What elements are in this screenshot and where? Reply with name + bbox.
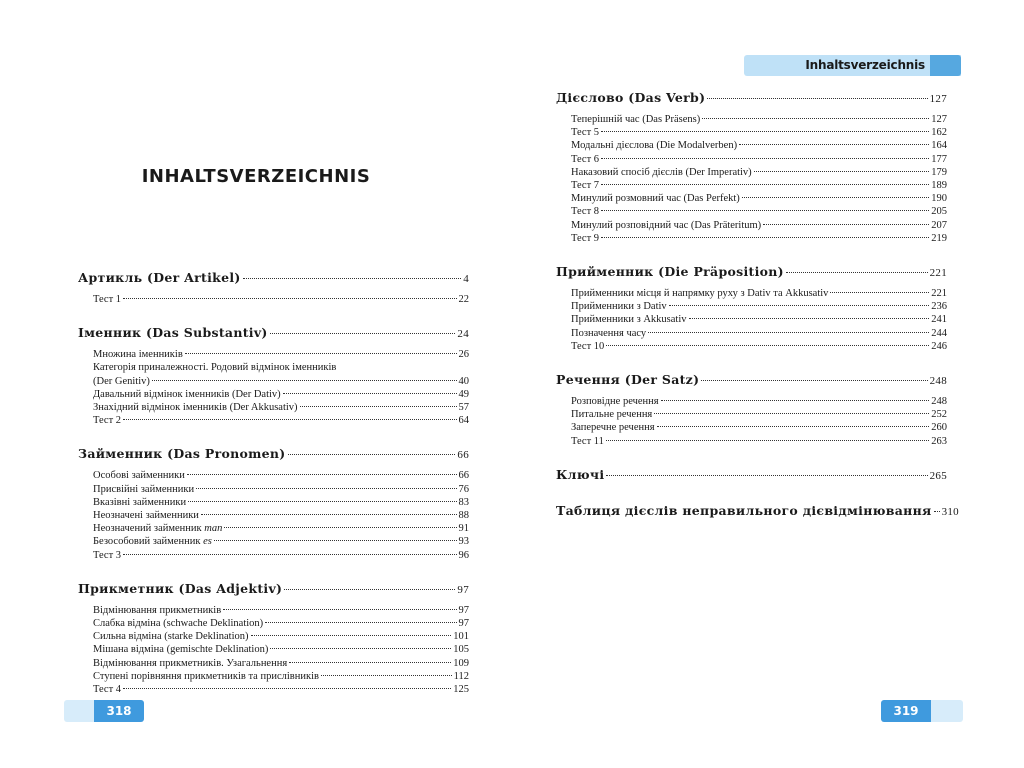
toc-leader-dots — [739, 144, 929, 145]
toc-sub-title: Давальний відмінок іменників (Der Dativ) — [93, 388, 281, 400]
toc-leader-dots — [830, 292, 929, 293]
toc-sub-title: Неозначений займенник — [93, 523, 202, 535]
toc-sub-entry[interactable] — [78, 683, 469, 696]
toc-chapter-title: Таблиця дієслів неправильного дієвідмінювання — [556, 502, 932, 518]
page-title: INHALTSVERZEICHNIS — [141, 166, 371, 187]
toc-leader-dots — [606, 475, 927, 476]
toc-sub-entry[interactable] — [556, 205, 947, 218]
toc-leader-dots — [123, 688, 451, 689]
toc-sub-page: 248 — [931, 396, 947, 408]
toc-sub-title: Категорія приналежності. Родовий відмінок іменників — [93, 362, 337, 374]
toc-leader-dots — [123, 419, 456, 420]
toc-chapter-title: Ключі — [556, 466, 605, 482]
toc-leader-dots — [601, 184, 929, 185]
toc-sub-entry[interactable] — [78, 643, 469, 656]
toc-sub-page: 26 — [458, 349, 469, 361]
toc-chapter-entry[interactable] — [556, 467, 947, 484]
toc-sub-entry[interactable] — [78, 469, 469, 482]
toc-leader-dots — [654, 413, 929, 414]
toc-sub-entry[interactable] — [556, 139, 947, 152]
toc-sub-entry[interactable] — [556, 219, 947, 232]
toc-sub-title: Теперішній час (Das Präsens) — [571, 114, 701, 125]
toc-sub-page: 66 — [458, 470, 469, 482]
toc-chapter-page: 265 — [929, 469, 947, 482]
toc-leader-dots — [689, 318, 930, 319]
toc-sub-entry[interactable] — [556, 408, 947, 421]
toc-sub-title: Безособовий займенник — [93, 536, 201, 548]
toc-sub-entry[interactable] — [556, 340, 947, 353]
toc-leader-dots — [754, 171, 930, 172]
toc-sub-page: 91 — [458, 523, 469, 535]
toc-chapter-page: 66 — [457, 449, 469, 462]
toc-sub-page: 221 — [931, 288, 947, 300]
toc-sub-entry[interactable] — [78, 522, 469, 535]
spacer — [78, 562, 469, 581]
toc-sub-entry[interactable] — [78, 670, 469, 683]
toc-sub-entry[interactable] — [556, 300, 947, 313]
toc-sub-page: 252 — [931, 409, 947, 421]
toc-sub-page: 241 — [931, 314, 947, 326]
toc-sub-title: Присвійні займенники — [93, 483, 195, 495]
toc-chapter-page: 127 — [929, 93, 947, 105]
toc-chapter-entry[interactable] — [78, 270, 469, 287]
toc-sub-title: Відмінювання прикметників. Узагальнення — [93, 657, 288, 669]
toc-leader-dots — [188, 501, 456, 502]
toc-chapter-title: Дієслово (Das Verb) — [556, 90, 706, 105]
toc-sub-page: 164 — [931, 140, 947, 152]
toc-sub-page: 127 — [931, 114, 947, 125]
toc-sub-title: Питальне речення — [571, 409, 653, 421]
toc-sub-entry[interactable] — [78, 401, 469, 414]
toc-section — [556, 502, 959, 520]
toc-sub-entry[interactable] — [556, 126, 947, 139]
toc-chapter-entry[interactable] — [78, 581, 469, 598]
toc-chapter-page: 310 — [941, 505, 959, 518]
toc-sub-page: 57 — [458, 402, 469, 414]
toc-section — [556, 90, 947, 245]
toc-sub-title: Тест 1 — [93, 294, 122, 305]
toc-section — [556, 372, 947, 448]
toc-sub-title: Відмінювання прикметників — [93, 604, 222, 616]
toc-sub-title: Вказівні займенники — [93, 496, 187, 508]
toc-leader-dots — [196, 488, 456, 489]
toc-leader-dots — [601, 237, 929, 238]
toc-chapter-title: Займенник (Das Pronomen) — [78, 446, 286, 462]
header-tab-label: Inhaltsverzeichnis — [805, 58, 925, 72]
toc-sub-entry[interactable] — [556, 395, 947, 408]
toc-leader-dots — [288, 454, 456, 455]
toc-sub-title: Тест 8 — [571, 206, 600, 218]
toc-sub-entry[interactable] — [556, 113, 947, 126]
toc-leader-dots — [661, 400, 930, 401]
toc-sub-title: Прийменники місця й напрямку руху з Dativ та Akkusativ — [571, 288, 829, 300]
spacer — [556, 245, 947, 264]
toc-sub-title: Тест 3 — [93, 549, 122, 561]
toc-sub-emphasis: man — [204, 523, 223, 535]
toc-sub-entry[interactable] — [78, 414, 469, 427]
toc-sub-title: Неозначені займенники — [93, 510, 199, 522]
toc-sub-entry[interactable] — [556, 192, 947, 205]
toc-leader-dots — [300, 406, 457, 407]
toc-sub-title: Тест 7 — [571, 180, 600, 192]
toc-sub-page: 189 — [931, 180, 947, 192]
toc-leader-dots — [123, 554, 456, 555]
spacer — [78, 427, 469, 446]
toc-sub-page: 236 — [931, 301, 947, 313]
toc-sub-page: 105 — [453, 644, 469, 656]
toc-leader-dots — [224, 527, 456, 528]
toc-leader-dots — [265, 622, 456, 623]
toc-sub-page: 207 — [931, 219, 947, 231]
toc-leader-dots — [123, 298, 456, 299]
toc-leader-dots — [934, 511, 940, 512]
toc-sub-title: Мішана відміна (gemischte Deklination) — [93, 644, 269, 656]
toc-sub-page: 88 — [458, 510, 469, 522]
toc-sub-title: Тест 6 — [571, 153, 600, 165]
header-tab-block — [930, 55, 961, 76]
toc-sub-title: Прийменники з Dativ — [571, 301, 667, 313]
toc-sub-entry[interactable] — [78, 361, 469, 387]
toc-sub-page: 109 — [453, 657, 469, 669]
toc-sub-title: Ступені порівняння прикметників та прислівників — [93, 670, 319, 682]
toc-sub-entry[interactable] — [78, 535, 469, 548]
toc-left — [78, 270, 469, 696]
toc-sub-entry[interactable] — [556, 179, 947, 192]
toc-leader-dots — [251, 635, 452, 636]
toc-leader-dots — [187, 474, 457, 475]
toc-sub-page: 49 — [458, 388, 469, 400]
toc-leader-dots — [152, 380, 457, 381]
toc-section — [556, 467, 947, 484]
toc-sub-page: 177 — [931, 153, 947, 165]
toc-leader-dots — [657, 426, 930, 427]
toc-sub-page: 260 — [931, 422, 947, 434]
toc-section — [556, 264, 947, 353]
toc-leader-dots — [606, 440, 929, 441]
right-page — [512, 0, 1024, 768]
toc-leader-dots — [283, 393, 457, 394]
page-number-band — [931, 700, 963, 722]
toc-sub-title: Наказовий спосіб дієслів (Der Imperativ) — [571, 166, 752, 178]
toc-sub-page: 97 — [458, 604, 469, 616]
toc-chapter-page: 248 — [929, 375, 947, 388]
toc-sub-title: Тест 2 — [93, 415, 122, 427]
toc-section — [78, 446, 469, 561]
toc-leader-dots — [284, 589, 455, 590]
toc-leader-dots — [701, 380, 927, 381]
toc-sub-entry[interactable] — [556, 166, 947, 179]
toc-chapter-title: Прикметник (Das Adjektiv) — [78, 580, 283, 596]
toc-sub-entry[interactable] — [78, 348, 469, 361]
toc-sub-entry[interactable] — [78, 293, 469, 306]
toc-sub-page: 83 — [458, 496, 469, 508]
toc-sub-title: Минулий розповідний час (Das Präteritum) — [571, 219, 762, 231]
toc-chapter-page: 97 — [457, 583, 469, 596]
toc-sub-title: Сильна відміна (starke Deklination) — [93, 631, 249, 643]
toc-leader-dots — [601, 131, 929, 132]
toc-sub-page: 246 — [931, 340, 947, 352]
toc-section — [78, 270, 469, 306]
toc-chapter-page: 24 — [457, 328, 469, 341]
toc-sub-entry[interactable] — [556, 327, 947, 340]
page-number-label: 318 — [94, 700, 144, 722]
toc-sub-page: 205 — [931, 206, 947, 218]
toc-sub-entry[interactable] — [556, 232, 947, 245]
page-number-label: 319 — [881, 700, 931, 722]
toc-sub-title: Заперечне речення — [571, 422, 655, 434]
spacer — [556, 448, 947, 467]
page-number-right — [881, 700, 963, 722]
toc-sub-entry[interactable] — [78, 549, 469, 562]
toc-sub-entry[interactable] — [556, 313, 947, 326]
toc-leader-dots — [223, 609, 456, 610]
toc-chapter-page: 4 — [463, 273, 469, 285]
toc-chapter-entry[interactable] — [556, 264, 947, 281]
spacer — [78, 306, 469, 325]
toc-chapter-entry[interactable] — [556, 502, 959, 520]
toc-leader-dots — [321, 675, 452, 676]
toc-sub-entry[interactable] — [556, 435, 947, 448]
toc-sub-title: Позначення часу — [571, 327, 647, 339]
toc-chapter-title: Речення (Der Satz) — [556, 372, 700, 388]
toc-sub-emphasis: es — [203, 536, 212, 548]
toc-sub-entry[interactable] — [78, 604, 469, 617]
toc-sub-page: 76 — [458, 483, 469, 495]
toc-chapter-title: Прийменник (Die Präposition) — [556, 264, 784, 280]
spacer — [556, 353, 947, 372]
toc-leader-dots — [601, 158, 929, 159]
toc-leader-dots — [243, 278, 462, 279]
toc-leader-dots — [289, 662, 451, 663]
toc-sub-entry[interactable] — [78, 657, 469, 670]
toc-leader-dots — [763, 224, 929, 225]
spacer — [556, 484, 947, 503]
toc-sub-title: Особові займенники — [93, 470, 185, 482]
toc-sub-entry[interactable] — [78, 617, 469, 630]
toc-sub-entry-line2 — [93, 375, 469, 388]
toc-leader-dots — [786, 272, 928, 273]
toc-leader-dots — [606, 345, 929, 346]
toc-chapter-page: 221 — [929, 267, 947, 280]
toc-sub-title: Тест 9 — [571, 232, 600, 244]
toc-leader-dots — [742, 197, 929, 198]
page-number-left — [64, 700, 144, 722]
toc-leader-dots — [601, 210, 929, 211]
toc-leader-dots — [669, 305, 930, 306]
toc-sub-page: 263 — [931, 435, 947, 447]
toc-sub-title-cont: (Der Genitiv) — [93, 375, 150, 387]
toc-leader-dots — [707, 98, 927, 99]
toc-sub-title: Слабка відміна (schwache Deklination) — [93, 618, 264, 630]
toc-sub-entry[interactable] — [78, 496, 469, 509]
toc-sub-page: 219 — [931, 232, 947, 244]
toc-leader-dots — [214, 540, 457, 541]
toc-leader-dots — [270, 333, 456, 334]
toc-sub-page: 244 — [931, 327, 947, 339]
toc-sub-page: 125 — [453, 684, 469, 696]
toc-sub-title: Множина іменників — [93, 349, 183, 361]
toc-sub-title: Тест 10 — [571, 340, 605, 352]
toc-sub-page: 162 — [931, 127, 947, 139]
toc-sub-title: Тест 4 — [93, 684, 122, 696]
toc-sub-title: Прийменники з Akkusativ — [571, 314, 687, 326]
toc-sub-entry[interactable] — [78, 630, 469, 643]
toc-chapter-title: Артикль (Der Artikel) — [78, 270, 241, 285]
toc-sub-title: Модальні дієслова (Die Modalverben) — [571, 140, 738, 152]
toc-sub-entry[interactable] — [78, 388, 469, 401]
page-number-band — [64, 700, 94, 722]
toc-leader-dots — [648, 332, 929, 333]
toc-sub-title: Розповідне речення — [571, 396, 659, 408]
toc-sub-page: 40 — [458, 375, 469, 387]
toc-sub-entry[interactable] — [556, 287, 947, 300]
toc-section — [78, 325, 469, 427]
toc-sub-entry[interactable] — [78, 509, 469, 522]
toc-sub-entry[interactable] — [556, 153, 947, 166]
toc-sub-title: Тест 11 — [571, 435, 604, 447]
toc-sub-page: 190 — [931, 193, 947, 205]
toc-leader-dots — [270, 648, 451, 649]
toc-section — [78, 581, 469, 696]
toc-sub-page: 179 — [931, 166, 947, 178]
toc-chapter-entry[interactable] — [78, 446, 469, 463]
toc-chapter-entry[interactable] — [78, 325, 469, 342]
toc-leader-dots — [201, 514, 457, 515]
toc-leader-dots — [185, 353, 457, 354]
toc-sub-title: Тест 5 — [571, 127, 600, 139]
toc-sub-title: Минулий розмовний час (Das Perfekt) — [571, 193, 740, 205]
toc-sub-page: 93 — [458, 536, 469, 548]
toc-sub-page: 96 — [458, 549, 469, 561]
toc-sub-page: 64 — [458, 415, 469, 427]
toc-sub-entry[interactable] — [78, 483, 469, 496]
toc-leader-dots — [702, 118, 929, 119]
toc-chapter-entry[interactable] — [556, 372, 947, 389]
toc-chapter-entry[interactable] — [556, 90, 947, 107]
toc-sub-entry[interactable] — [556, 421, 947, 434]
toc-sub-page: 101 — [453, 631, 469, 643]
toc-sub-title: Знахідний відмінок іменників (Der Akkusativ) — [93, 402, 298, 414]
toc-sub-page: 97 — [458, 618, 469, 630]
toc-chapter-title: Іменник (Das Substantiv) — [78, 325, 268, 341]
toc-sub-page: 22 — [458, 294, 469, 305]
header-tab — [744, 55, 961, 76]
toc-sub-page: 112 — [453, 670, 469, 682]
toc-right — [556, 90, 959, 520]
